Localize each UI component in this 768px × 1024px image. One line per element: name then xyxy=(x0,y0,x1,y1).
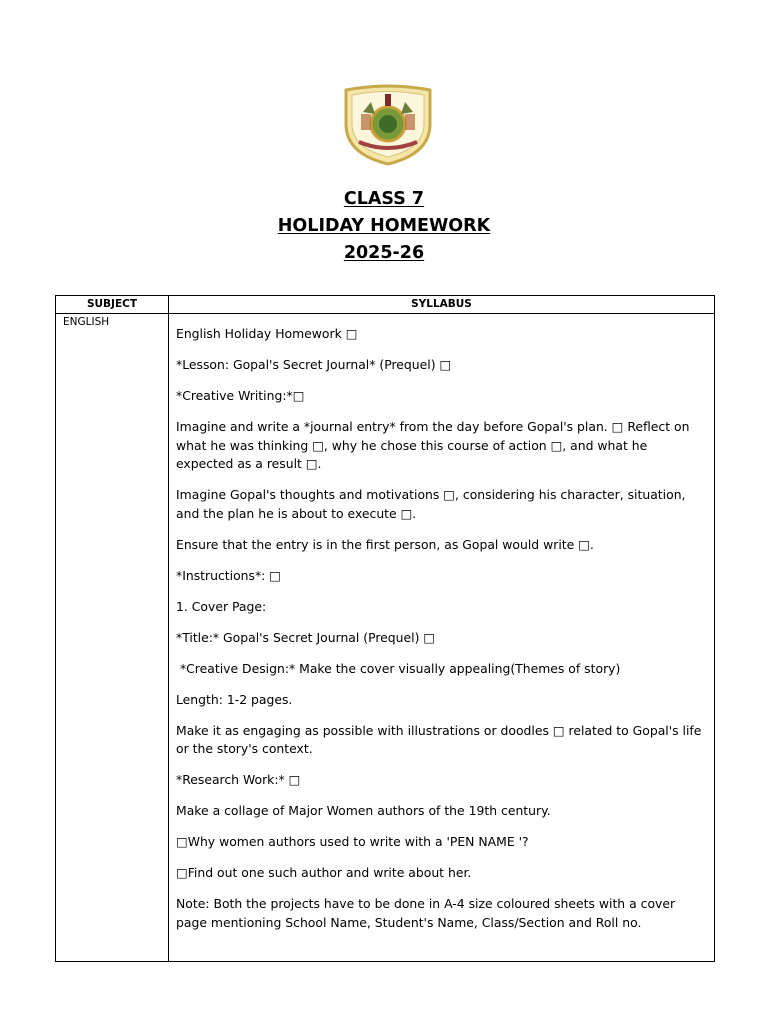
title-class: CLASS 7 xyxy=(343,189,425,209)
syllabus-cell xyxy=(169,314,715,962)
syllabus-paragraph: Imagine Gopal's thoughts and motivations □, considering his character, situation, and the plan he is about to execute □. xyxy=(176,487,686,521)
syllabus-paragraph: *Title:* Gopal's Secret Journal (Prequel) □ xyxy=(176,629,436,645)
syllabus-paragraph: Make it as engaging as possible with illustrations or doodles □ related to Gopal's life or the story's context. xyxy=(176,722,702,756)
title-holiday-homework: HOLIDAY HOMEWORK xyxy=(277,216,491,236)
syllabus-paragraph: Note: Both the projects have to be done in A-4 size coloured sheets with a cover page mentioning School Name, Student's Name, Class/Section and Roll no. xyxy=(176,896,676,930)
syllabus-paragraph: *Creative Design:* Make the cover visually appealing(Themes of story) xyxy=(176,660,621,676)
syllabus-paragraph: *Instructions*: □ xyxy=(176,567,281,583)
syllabus-paragraph: Length: 1-2 pages. xyxy=(176,691,293,707)
syllabus-paragraph: Make a collage of Major Women authors of the 19th century. xyxy=(176,803,551,818)
subject-column-header: SUBJECT xyxy=(56,296,169,314)
table-row xyxy=(56,314,715,962)
syllabus-paragraph: *Research Work:* □ xyxy=(176,772,301,787)
syllabus-paragraph: Imagine and write a *journal entry* from the day before Gopal's plan. □ Reflect on what he was thinking □, why he chose this course of action □, and what he expected as a result □. xyxy=(176,419,690,471)
syllabus-paragraph: □Find out one such author and write about her. xyxy=(176,865,472,880)
syllabus-paragraph: 1. Cover Page: xyxy=(176,598,267,614)
syllabus-paragraph: *Creative Writing:*□ xyxy=(176,388,305,403)
table-header-row xyxy=(56,296,715,314)
subject-cell: ENGLISH xyxy=(56,314,169,962)
syllabus-column-header: SYLLABUS xyxy=(169,296,715,314)
syllabus-paragraph: Ensure that the entry is in the first person, as Gopal would write □. xyxy=(176,536,594,552)
syllabus-table xyxy=(55,295,715,962)
school-crest-icon xyxy=(341,84,435,166)
syllabus-paragraph: *Lesson: Gopal's Secret Journal* (Prequel) □ xyxy=(176,357,452,372)
syllabus-paragraph: English Holiday Homework □ xyxy=(176,326,358,341)
title-year: 2025-26 xyxy=(343,243,425,263)
document-title xyxy=(0,186,768,267)
syllabus-paragraph: □Why women authors used to write with a 'PEN NAME '? xyxy=(176,834,529,849)
